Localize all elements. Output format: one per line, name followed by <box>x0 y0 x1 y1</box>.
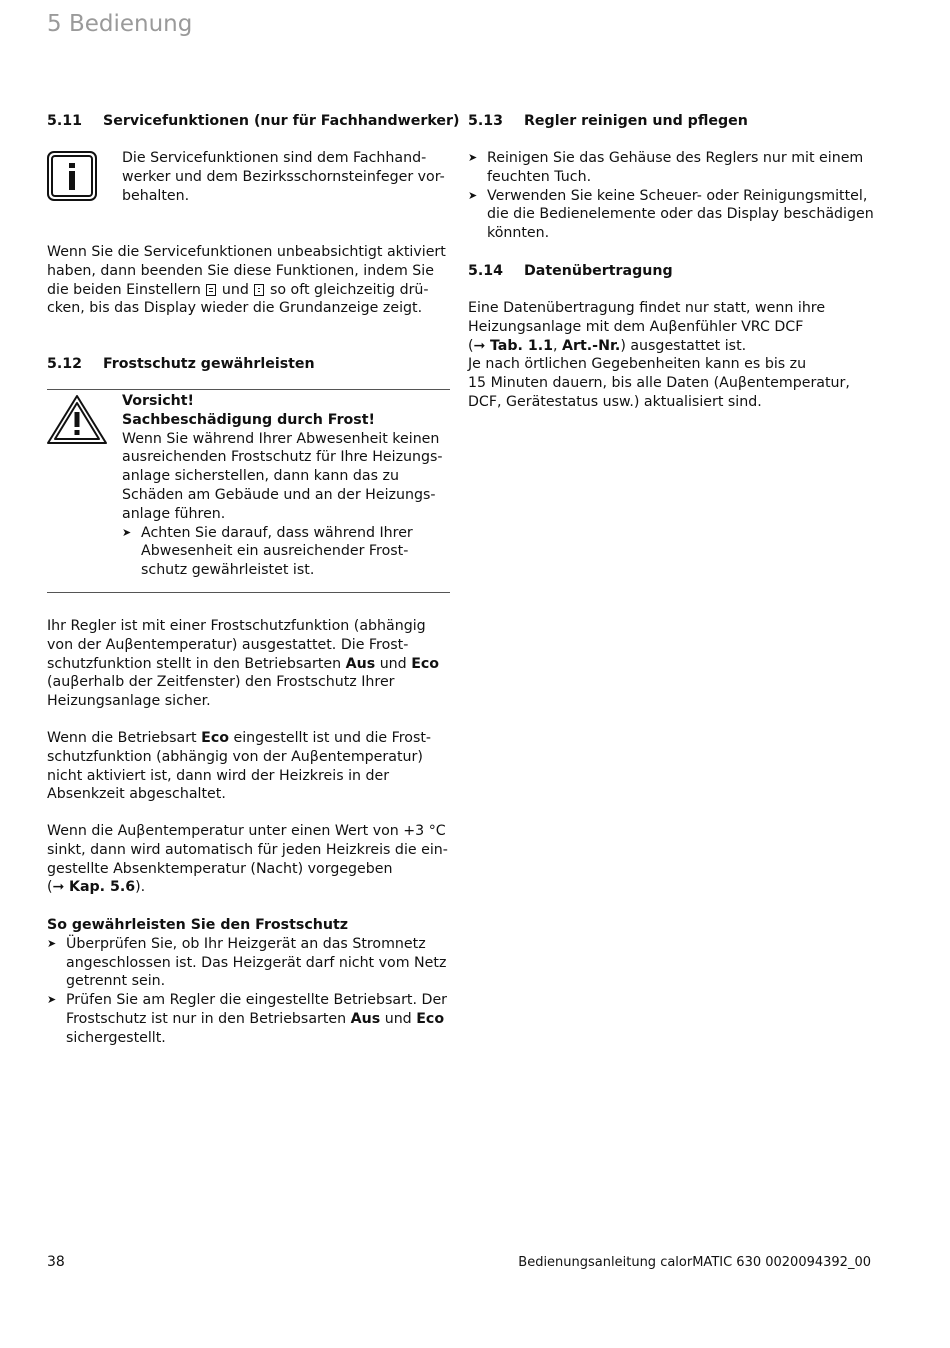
text-line: Heizungsanlage mit dem Auβenfühler VRC DCF <box>468 318 804 335</box>
mode-aus: Aus <box>350 1010 381 1027</box>
info-note <box>122 149 452 205</box>
data-transfer-paragraph <box>468 299 888 412</box>
text-line <box>468 337 888 356</box>
text-segment: und <box>221 281 249 298</box>
text-line: ➤ Überprüfen Sie, ob Ihr Heizgerät an das Stromnetz <box>66 935 426 952</box>
text-line: von der Auβentemperatur) ausgestattet. Die Frost- <box>47 636 409 653</box>
info-line: Die Servicefunktionen sind dem Fachhand- <box>122 150 427 166</box>
section-5-13-heading <box>468 112 748 131</box>
mode-eco: Eco <box>416 1010 445 1027</box>
text-segment: so oft gleichzeitig drü- <box>269 281 429 298</box>
text-line: ➤ Reinigen Sie das Gehäuse des Reglers nur mit einem <box>487 150 864 166</box>
section-title: Regler reinigen und pflegen <box>524 113 748 129</box>
text-line: angeschlossen ist. Das Heizgerät darf nicht vom Netz <box>66 954 447 971</box>
text-line <box>47 281 452 300</box>
warning-line: Wenn Sie während Ihrer Abwesenheit keinen <box>122 430 440 447</box>
mode-aus: Aus <box>345 655 376 672</box>
text-segment: und <box>384 1010 412 1027</box>
text-line: Heizungsanlage sicher. <box>47 693 211 710</box>
text-line: 15 Minuten dauern, bis alle Daten (Auβentemperatur, <box>468 375 850 392</box>
section-number: 5.14 <box>468 263 504 279</box>
warning-bottom-rule <box>47 592 450 593</box>
text-line <box>47 878 452 897</box>
text-line: nicht aktiviert ist, dann wird der Heizkreis in der <box>47 767 390 784</box>
table-reference-link[interactable]: Tab. 1.1 <box>489 337 553 354</box>
warning-box <box>122 392 452 580</box>
section-5-12-heading <box>47 355 315 374</box>
frost-paragraph-3 <box>47 822 452 897</box>
frost-step-1 <box>47 935 452 991</box>
right-selector-icon <box>254 284 264 296</box>
text-line: Abwesenheit ein ausreichender Frost- <box>141 543 409 560</box>
warning-line: anlage führen. <box>122 505 226 522</box>
text-line: ➤ Achten Sie darauf, dass während Ihrer <box>141 524 413 541</box>
section-number: 5.13 <box>468 113 504 129</box>
article-number-reference-link[interactable]: Art.-Nr. <box>562 337 621 354</box>
warning-line: anlage sicherstellen, dann kann das zu <box>122 468 399 485</box>
text-line: DCF, Gerätestatus usw.) aktualisiert sind. <box>468 393 762 410</box>
text-line: Je nach örtlichen Gegebenheiten kann es bis zu <box>468 356 807 373</box>
document-title: Bedienungsanleitung calorMATIC 630 0020094392_00 <box>518 1255 871 1270</box>
frost-step-2 <box>47 991 452 1047</box>
text-line: Eine Datenübertragung findet nur statt, wenn ihre <box>468 300 826 316</box>
section-number: 5.11 <box>47 113 83 129</box>
warning-bullet <box>122 524 452 580</box>
frost-paragraph-2 <box>47 729 452 804</box>
text-line: ➤ Verwenden Sie keine Scheuer- oder Reinigungsmittel, <box>487 187 868 204</box>
text-line: sichergestellt. <box>66 1029 166 1046</box>
section-5-11-heading <box>47 112 460 131</box>
text-line: schutzfunktion (abhängig von der Auβentemperatur) <box>47 748 423 765</box>
page-number: 38 <box>47 1254 65 1270</box>
section-title: Frostschutz gewährleisten <box>103 356 315 372</box>
info-icon <box>47 151 97 201</box>
cleaning-steps <box>468 149 888 243</box>
warning-line: ausreichenden Frostschutz für Ihre Heizungs- <box>122 449 443 466</box>
text-line: Wenn die Auβentemperatur unter einen Wert von +3 °C <box>47 823 446 839</box>
text-line: getrennt sein. <box>66 973 166 990</box>
text-line: feuchten Tuch. <box>487 168 592 185</box>
text-segment: schutzfunktion stellt in den Betriebsarten <box>47 655 342 672</box>
section-number: 5.12 <box>47 356 83 372</box>
warning-line: Schäden am Gebäude und an der Heizungs- <box>122 486 436 503</box>
frost-paragraph-1 <box>47 617 452 711</box>
cleaning-step-1 <box>468 149 888 187</box>
text-line: Wenn Sie die Servicefunktionen unbeabsichtigt aktiviert <box>47 244 446 260</box>
text-line <box>66 1010 452 1029</box>
chapter-reference-link[interactable]: Kap. 5.6 <box>68 879 136 896</box>
mode-eco: Eco <box>201 730 229 746</box>
text-line: Absenkzeit abgeschaltet. <box>47 786 226 803</box>
chapter-header: 5 Bedienung <box>47 11 193 37</box>
text-line: könnten. <box>487 225 550 242</box>
info-line: behalten. <box>122 187 190 204</box>
arrow-ref: (➞ <box>47 879 65 896</box>
text-line: schutz gewährleistet ist. <box>141 562 315 579</box>
arrow-ref: (➞ <box>468 337 486 354</box>
text-segment: ). <box>135 879 146 896</box>
info-line: werker und dem Bezirksschornsteinfeger vor- <box>122 168 445 185</box>
text-line: (auβerhalb der Zeitfenster) den Frostschutz Ihrer <box>47 674 395 691</box>
text-segment: eingestellt ist und die Frost- <box>233 730 432 746</box>
text-line: cken, bis das Display wieder die Grundanzeige zeigt. <box>47 300 423 317</box>
mode-eco: Eco <box>411 655 440 672</box>
warning-top-rule <box>47 389 450 390</box>
text-line: haben, dann beenden Sie diese Funktionen, indem Sie <box>47 262 434 279</box>
text-line: sinkt, dann wird automatisch für jeden Heizkreis die ein- <box>47 841 448 858</box>
text-segment: ) ausgestattet ist. <box>620 337 747 354</box>
text-segment: Wenn die Betriebsart <box>47 730 197 746</box>
text-line: gestellte Absenktemperatur (Nacht) vorgegeben <box>47 860 393 877</box>
warning-subtitle: Sachbeschädigung durch Frost! <box>122 411 376 428</box>
text-segment: und <box>379 655 407 672</box>
section-5-14-heading <box>468 262 673 281</box>
warning-title: Vorsicht! <box>122 393 195 409</box>
cleaning-step-2 <box>468 187 888 243</box>
frost-subheading: So gewährleisten Sie den Frostschutz <box>47 917 349 933</box>
text-segment: , <box>553 337 558 354</box>
text-segment: Frostschutz ist nur in den Betriebsarten <box>66 1010 347 1027</box>
frost-steps <box>47 916 452 1048</box>
text-line: Ihr Regler ist mit einer Frostschutzfunktion (abhängig <box>47 618 426 634</box>
text-line <box>47 655 452 674</box>
text-line: die die Bedienelemente oder das Display beschädigen <box>487 206 874 223</box>
warning-icon <box>46 394 108 446</box>
left-selector-icon <box>206 284 216 296</box>
text-segment: die beiden Einstellern <box>47 281 201 298</box>
text-line <box>47 729 452 748</box>
section-title: Servicefunktionen (nur für Fachhandwerker) <box>103 113 460 129</box>
section-title: Datenübertragung <box>524 263 673 279</box>
service-paragraph <box>47 243 452 318</box>
text-line: ➤ Prüfen Sie am Regler die eingestellte Betriebsart. Der <box>66 992 448 1009</box>
